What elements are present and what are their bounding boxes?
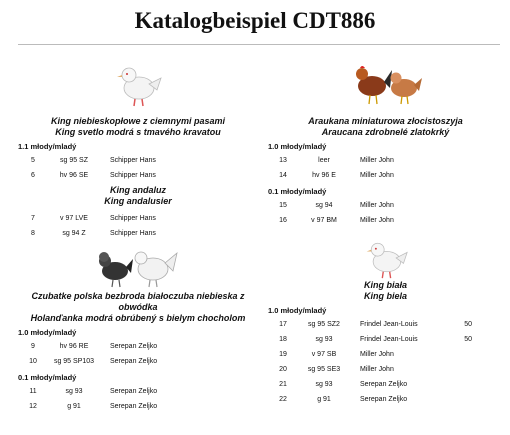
entry-rating: sg 95 SP103 bbox=[53, 358, 95, 365]
entry-owner: Miller John bbox=[360, 172, 394, 179]
entry-number: 7 bbox=[31, 215, 35, 222]
breed-name-sk: King biela bbox=[363, 291, 407, 301]
entry-owner: Schipper Hans bbox=[110, 172, 156, 179]
breed-name-pl: Araukana miniaturowa złocistoszyja bbox=[308, 116, 463, 126]
breed-name-pl: Czubatke polska bezbroda białoczuba niebieska z obwódka bbox=[31, 291, 245, 312]
entry-number: 6 bbox=[31, 172, 35, 179]
breed-name-pl: King andaluz bbox=[110, 185, 166, 195]
entry-owner: Frindel Jean-Louis bbox=[360, 321, 418, 328]
table-row bbox=[18, 339, 258, 354]
table-row bbox=[18, 226, 258, 241]
entry-owner: Frindel Jean-Louis bbox=[360, 336, 418, 343]
table-row bbox=[268, 168, 503, 183]
table-row bbox=[18, 384, 258, 399]
breed-name-sk: Araucana zdrobnelé zlatokrký bbox=[321, 127, 450, 137]
entry-rating: sg 94 bbox=[315, 202, 333, 209]
table-row bbox=[18, 168, 258, 183]
white-pigeon-icon bbox=[18, 58, 258, 116]
entry-rating: sg 93 bbox=[315, 381, 333, 388]
table-row bbox=[18, 211, 258, 226]
breed-name-sk: King svetlo modrá s tmavého kravatou bbox=[55, 127, 221, 137]
entry-owner: Schipper Hans bbox=[110, 215, 156, 222]
entry-owner: Serepan Zeljko bbox=[360, 396, 408, 403]
entry-rating: sg 95 SE3 bbox=[307, 366, 341, 373]
table-row bbox=[268, 213, 503, 228]
entry-owner: Miller John bbox=[360, 217, 394, 224]
entry-number: 21 bbox=[279, 381, 287, 388]
entry-owner: Miller John bbox=[360, 202, 394, 209]
entry-number: 14 bbox=[279, 172, 287, 179]
entry-rating: hv 96 RE bbox=[59, 343, 89, 350]
class-heading: 0.1 młody/mladý bbox=[268, 187, 327, 196]
entry-price: 50 bbox=[464, 336, 472, 343]
table-row bbox=[268, 332, 503, 347]
entry-rating: v 97 LVE bbox=[60, 215, 88, 222]
entry-owner: Miller John bbox=[360, 366, 394, 373]
entry-rating: sg 95 SZ bbox=[59, 157, 88, 164]
entry-number: 10 bbox=[29, 358, 37, 365]
entry-owner: Schipper Hans bbox=[110, 230, 156, 237]
crested-chickens-icon bbox=[18, 247, 258, 289]
page-title: Katalogbeispiel CDT886 bbox=[134, 8, 376, 33]
entry-owner: Serepan Zeljko bbox=[110, 358, 158, 365]
table-row bbox=[268, 317, 503, 332]
entry-owner: Serepan Zeljko bbox=[110, 343, 158, 350]
entry-price: 50 bbox=[464, 321, 472, 328]
table-row bbox=[18, 153, 258, 168]
table-row bbox=[18, 354, 258, 369]
entry-rating: hv 96 E bbox=[312, 172, 336, 179]
entry-number: 19 bbox=[279, 351, 287, 358]
breed-name-sk: Holanďanka modrá obrúbený s bielym chocholom bbox=[30, 313, 246, 323]
white-pigeon-icon bbox=[268, 234, 503, 280]
breed-name-pl: King niebieskopłowe z ciemnymi pasami bbox=[50, 116, 226, 126]
entry-owner: Miller John bbox=[360, 351, 394, 358]
table-row bbox=[268, 377, 503, 392]
entry-number: 5 bbox=[31, 157, 35, 164]
entry-number: 8 bbox=[31, 230, 35, 237]
entry-rating: sg 93 bbox=[315, 336, 333, 343]
class-heading: 1.0 młody/mladý bbox=[268, 142, 327, 151]
entry-rating: v 97 BM bbox=[311, 217, 337, 224]
table-row bbox=[268, 362, 503, 377]
entry-rating: hv 96 SE bbox=[59, 172, 89, 179]
title-divider bbox=[18, 44, 500, 45]
entry-owner: Miller John bbox=[360, 157, 394, 164]
entry-rating: g 91 bbox=[317, 396, 331, 403]
entry-rating: sg 94 Z bbox=[62, 230, 86, 237]
chickens-pair-icon bbox=[268, 58, 503, 116]
entry-number: 22 bbox=[279, 396, 287, 403]
entry-number: 9 bbox=[31, 343, 35, 350]
class-heading: 1.0 młody/mladý bbox=[18, 328, 77, 337]
entry-rating: g 91 bbox=[67, 403, 81, 410]
entry-number: 15 bbox=[279, 202, 287, 209]
table-row bbox=[18, 399, 258, 414]
entry-rating: sg 95 SZ2 bbox=[308, 321, 340, 328]
entry-number: 17 bbox=[279, 321, 287, 328]
entry-number: 20 bbox=[279, 366, 287, 373]
table-row bbox=[268, 347, 503, 362]
entry-owner: Serepan Zeljko bbox=[110, 403, 158, 410]
entry-owner: Serepan Zeljko bbox=[360, 381, 408, 388]
entry-rating: leer bbox=[318, 157, 330, 164]
entry-number: 18 bbox=[279, 336, 287, 343]
entry-owner: Schipper Hans bbox=[110, 157, 156, 164]
class-heading: 1.1 młody/mladý bbox=[18, 142, 77, 151]
entry-rating: v 97 SB bbox=[311, 351, 337, 358]
entry-number: 13 bbox=[279, 157, 287, 164]
class-heading: 0.1 młody/mladý bbox=[18, 373, 77, 382]
table-row bbox=[268, 198, 503, 213]
table-row bbox=[268, 392, 503, 407]
table-row bbox=[268, 153, 503, 168]
entry-number: 16 bbox=[279, 217, 287, 224]
class-heading: 1.0 młody/mladý bbox=[268, 306, 327, 315]
entry-rating: sg 93 bbox=[65, 388, 83, 395]
right-column bbox=[268, 58, 503, 407]
breed-name-sk: King andalusier bbox=[104, 196, 172, 206]
entry-number: 11 bbox=[29, 388, 37, 395]
entry-owner: Serepan Zeljko bbox=[110, 388, 158, 395]
entry-number: 12 bbox=[29, 403, 37, 410]
breed-name-pl: King biała bbox=[363, 280, 407, 290]
left-column bbox=[18, 58, 258, 414]
